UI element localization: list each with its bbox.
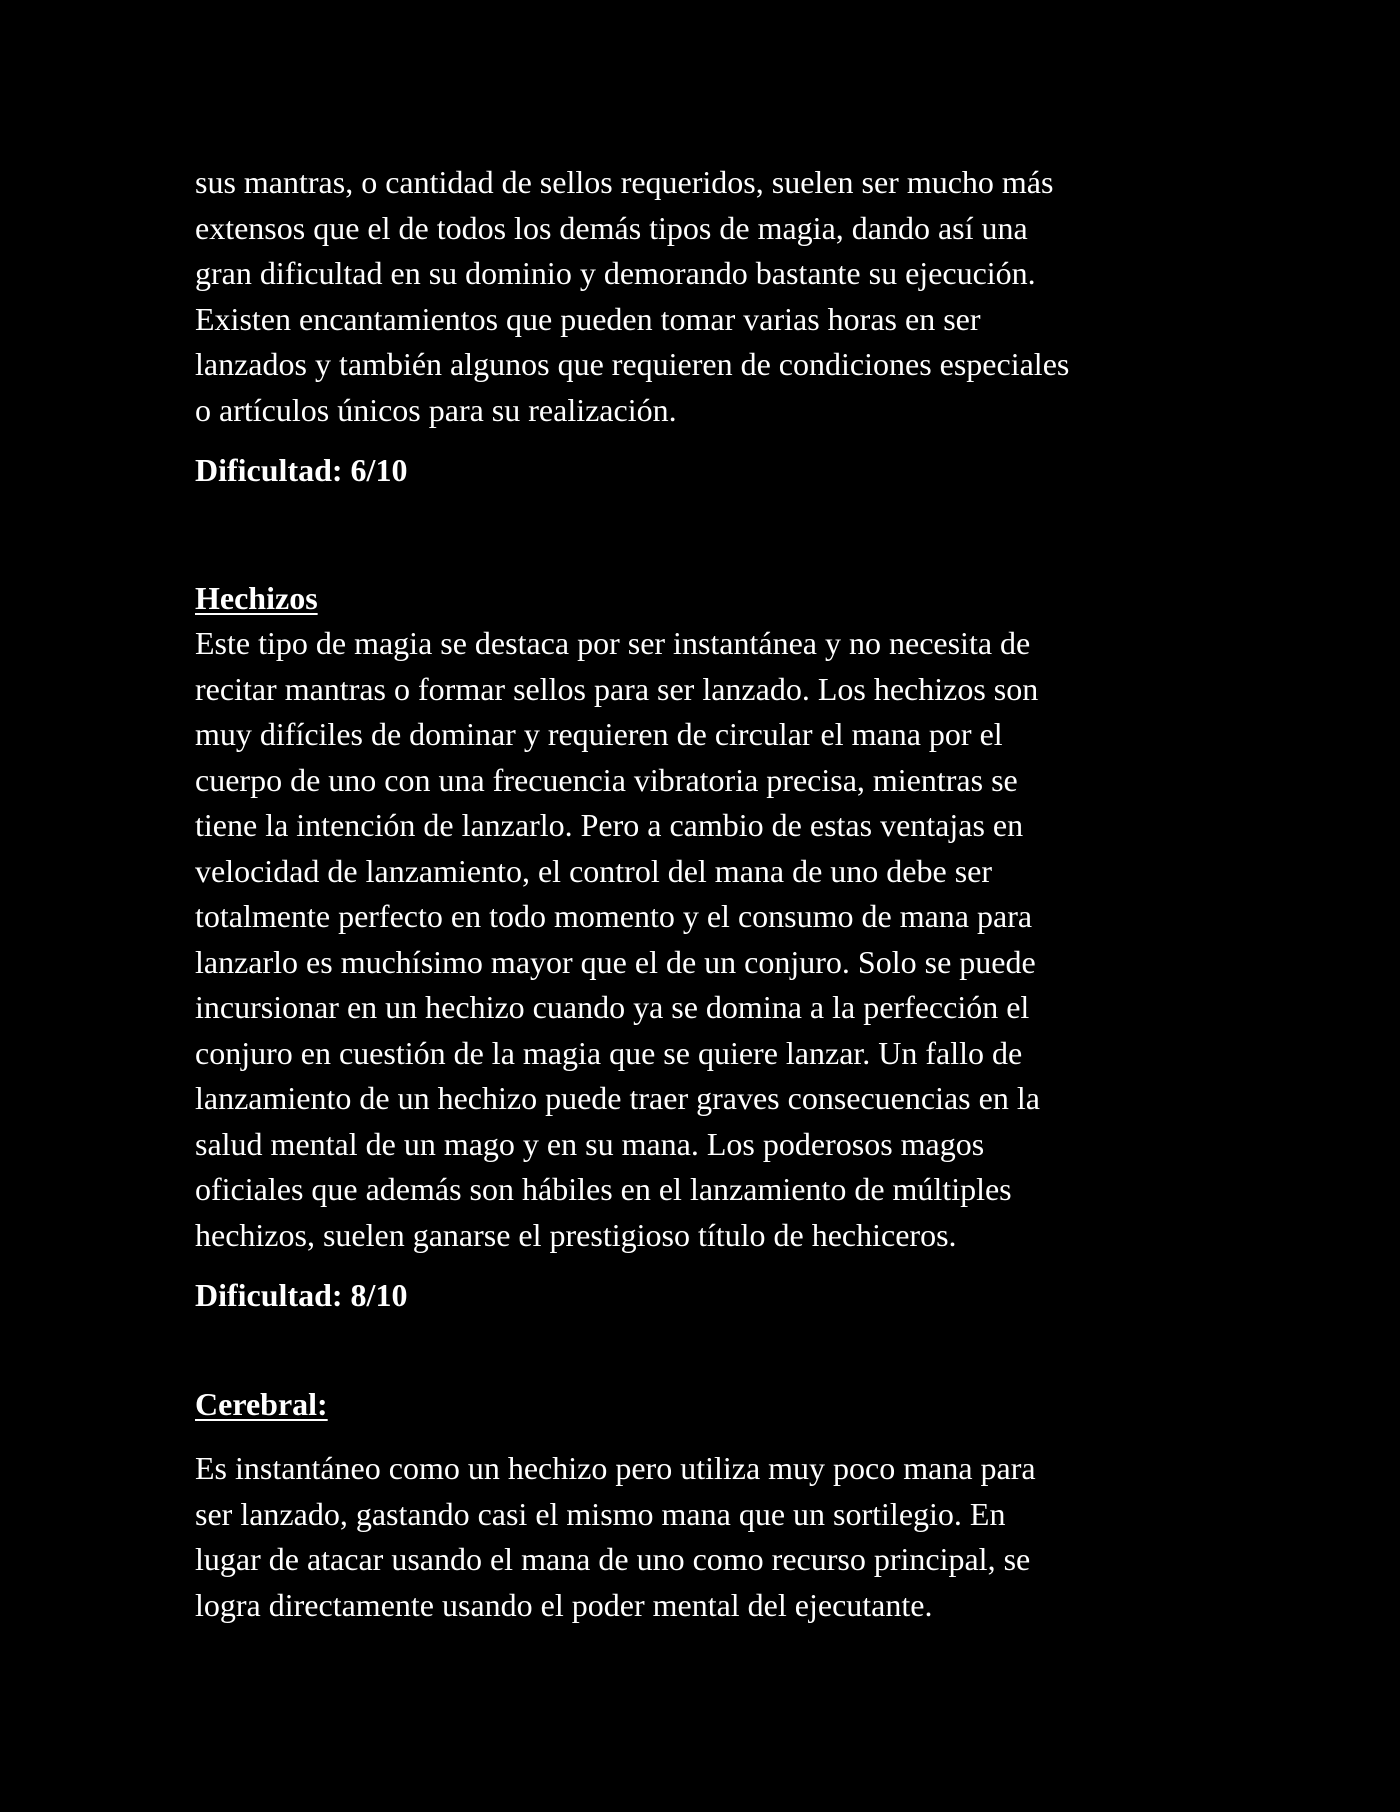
section-heading-hechizos: Hechizos [195, 580, 318, 616]
text-line: muy difíciles de dominar y requieren de circular el mana por el [195, 716, 1003, 752]
text-line: salud mental de un mago y en su mana. Los poderosos magos [195, 1125, 985, 1162]
text-line: tiene la intención de lanzarlo. Pero a cambio de estas ventajas en [195, 807, 1024, 843]
text-line: o artículos únicos para su realización. [195, 391, 677, 428]
text-line: ser lanzado, gastando casi el mismo mana que un sortilegio. En [195, 1495, 1006, 1532]
text-line: totalmente perfecto en todo momento y el consumo de mana para [195, 898, 1033, 934]
text-line: lugar de atacar usando el mana de uno como recurso principal, se [195, 1541, 1031, 1577]
text-line: Existen encantamientos que pueden tomar varias horas en ser [195, 300, 981, 337]
text-line: extensos que el de todos los demás tipos de magia, dando así una [195, 209, 1028, 246]
document-page [195, 160, 1225, 1628]
text-line: cuerpo de uno con una frecuencia vibratoria precisa, mientras se [195, 761, 1018, 798]
text-line: lanzados y también algunos que requieren de condiciones especiales [195, 346, 1070, 382]
text-line: lanzamiento de un hechizo puede traer graves consecuencias en la [195, 1080, 1040, 1116]
paragraph-intro [195, 160, 1225, 433]
text-line: Es instantáneo como un hechizo pero utiliza muy poco mana para [195, 1450, 1036, 1486]
text-line: recitar mantras o formar sellos para ser lanzado. Los hechizos son [195, 670, 1039, 707]
text-line: oficiales que además son hábiles en el lanzamiento de múltiples [195, 1171, 1012, 1207]
text-line: hechizos, suelen ganarse el prestigioso título de hechiceros. [195, 1216, 957, 1253]
paragraph-hechizos [195, 621, 1225, 1258]
text-line: sus mantras, o cantidad de sellos requeridos, suelen ser mucho más [195, 164, 1054, 200]
difficulty-rating: Dificultad: 8/10 [195, 1277, 408, 1313]
difficulty-rating: Dificultad: 6/10 [195, 452, 408, 488]
text-line: logra directamente usando el poder mental del ejecutante. [195, 1586, 933, 1623]
paragraph-cerebral [195, 1446, 1225, 1628]
text-line: velocidad de lanzamiento, el control del mana de uno debe ser [195, 852, 993, 889]
text-line: incursionar en un hechizo cuando ya se domina a la perfección el [195, 989, 1030, 1025]
text-line: lanzarlo es muchísimo mayor que el de un conjuro. Solo se puede [195, 943, 1036, 980]
text-line: gran dificultad en su dominio y demorando bastante su ejecución. [195, 255, 1036, 291]
text-line: conjuro en cuestión de la magia que se quiere lanzar. Un fallo de [195, 1034, 1023, 1071]
section-heading-cerebral: Cerebral: [195, 1386, 328, 1422]
text-line: Este tipo de magia se destaca por ser instantánea y no necesita de [195, 625, 1031, 661]
